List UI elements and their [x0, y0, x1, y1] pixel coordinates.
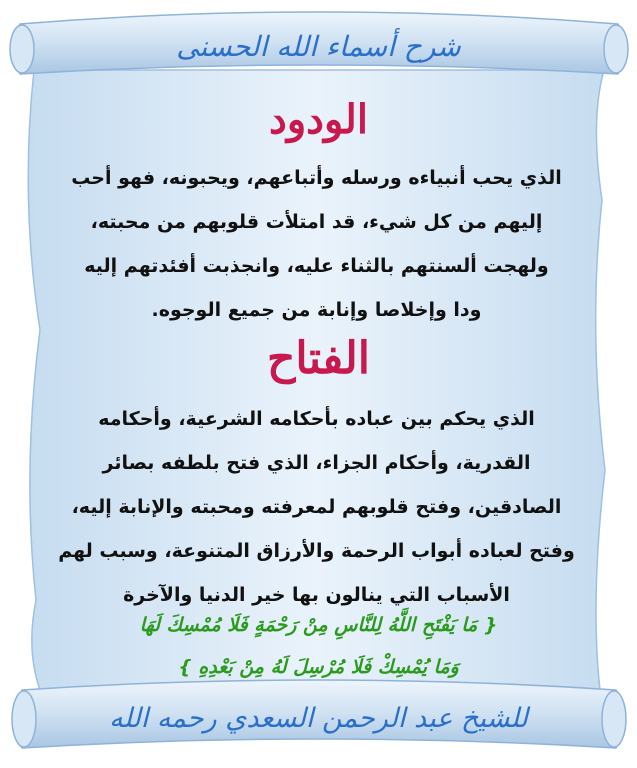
quran-verse-line-1: { مَا يَفْتَحِ اللَّهُ لِلنَّاسِ مِنْ رَحْمَةٍ فَلَا مُمْسِكَ لَهَا — [139, 614, 498, 636]
name-heading-alfattah: الفتاح — [267, 333, 370, 384]
explanation-paragraph-alfattah — [44, 397, 589, 617]
paragraph-line: ولهجت ألسنتهم بالثناء عليه، وانجذبت أفئدتهم إليه — [84, 255, 549, 277]
author-attribution: للشيخ عبد الرحمن السعدي رحمه الله — [109, 703, 528, 734]
paragraph-line: الأسباب التي ينالون بها خير الدنيا والآخرة — [123, 584, 510, 606]
explanation-paragraph-alwadud — [44, 156, 589, 332]
paragraph-line: الصادقين، وفتح قلوبهم لمعرفته ومحبته والإنابة إليه، — [71, 496, 562, 518]
quran-verse-line-2: وَمَا يُمْسِكْ فَلَا مُرْسِلَ لَهُ مِنْ بَعْدِهِ } — [178, 656, 459, 678]
name-heading-alwadud: الودود — [269, 96, 368, 143]
page-title: شرح أسماء الله الحسنى — [176, 30, 461, 63]
paragraph-line: وفتح لعباده أبواب الرحمة والأرزاق المتنوعة، وسبب لهم — [58, 540, 575, 562]
paragraph-line: القدرية، وأحكام الجزاء، الذي فتح بلطفه بصائر — [102, 452, 531, 474]
paragraph-line: الذي يحب أنبياءه ورسله وأتباعهم، ويحبونه، فهو أحب — [71, 167, 562, 189]
paragraph-line: ودا وإخلاصا وإنابة من جميع الوجوه. — [151, 299, 482, 321]
paragraph-line: إليهم من كل شيء، قد امتلأت قلوبهم من محبته، — [90, 211, 543, 233]
paragraph-line: الذي يحكم بين عباده بأحكامه الشرعية، وأحكامه — [98, 408, 535, 430]
